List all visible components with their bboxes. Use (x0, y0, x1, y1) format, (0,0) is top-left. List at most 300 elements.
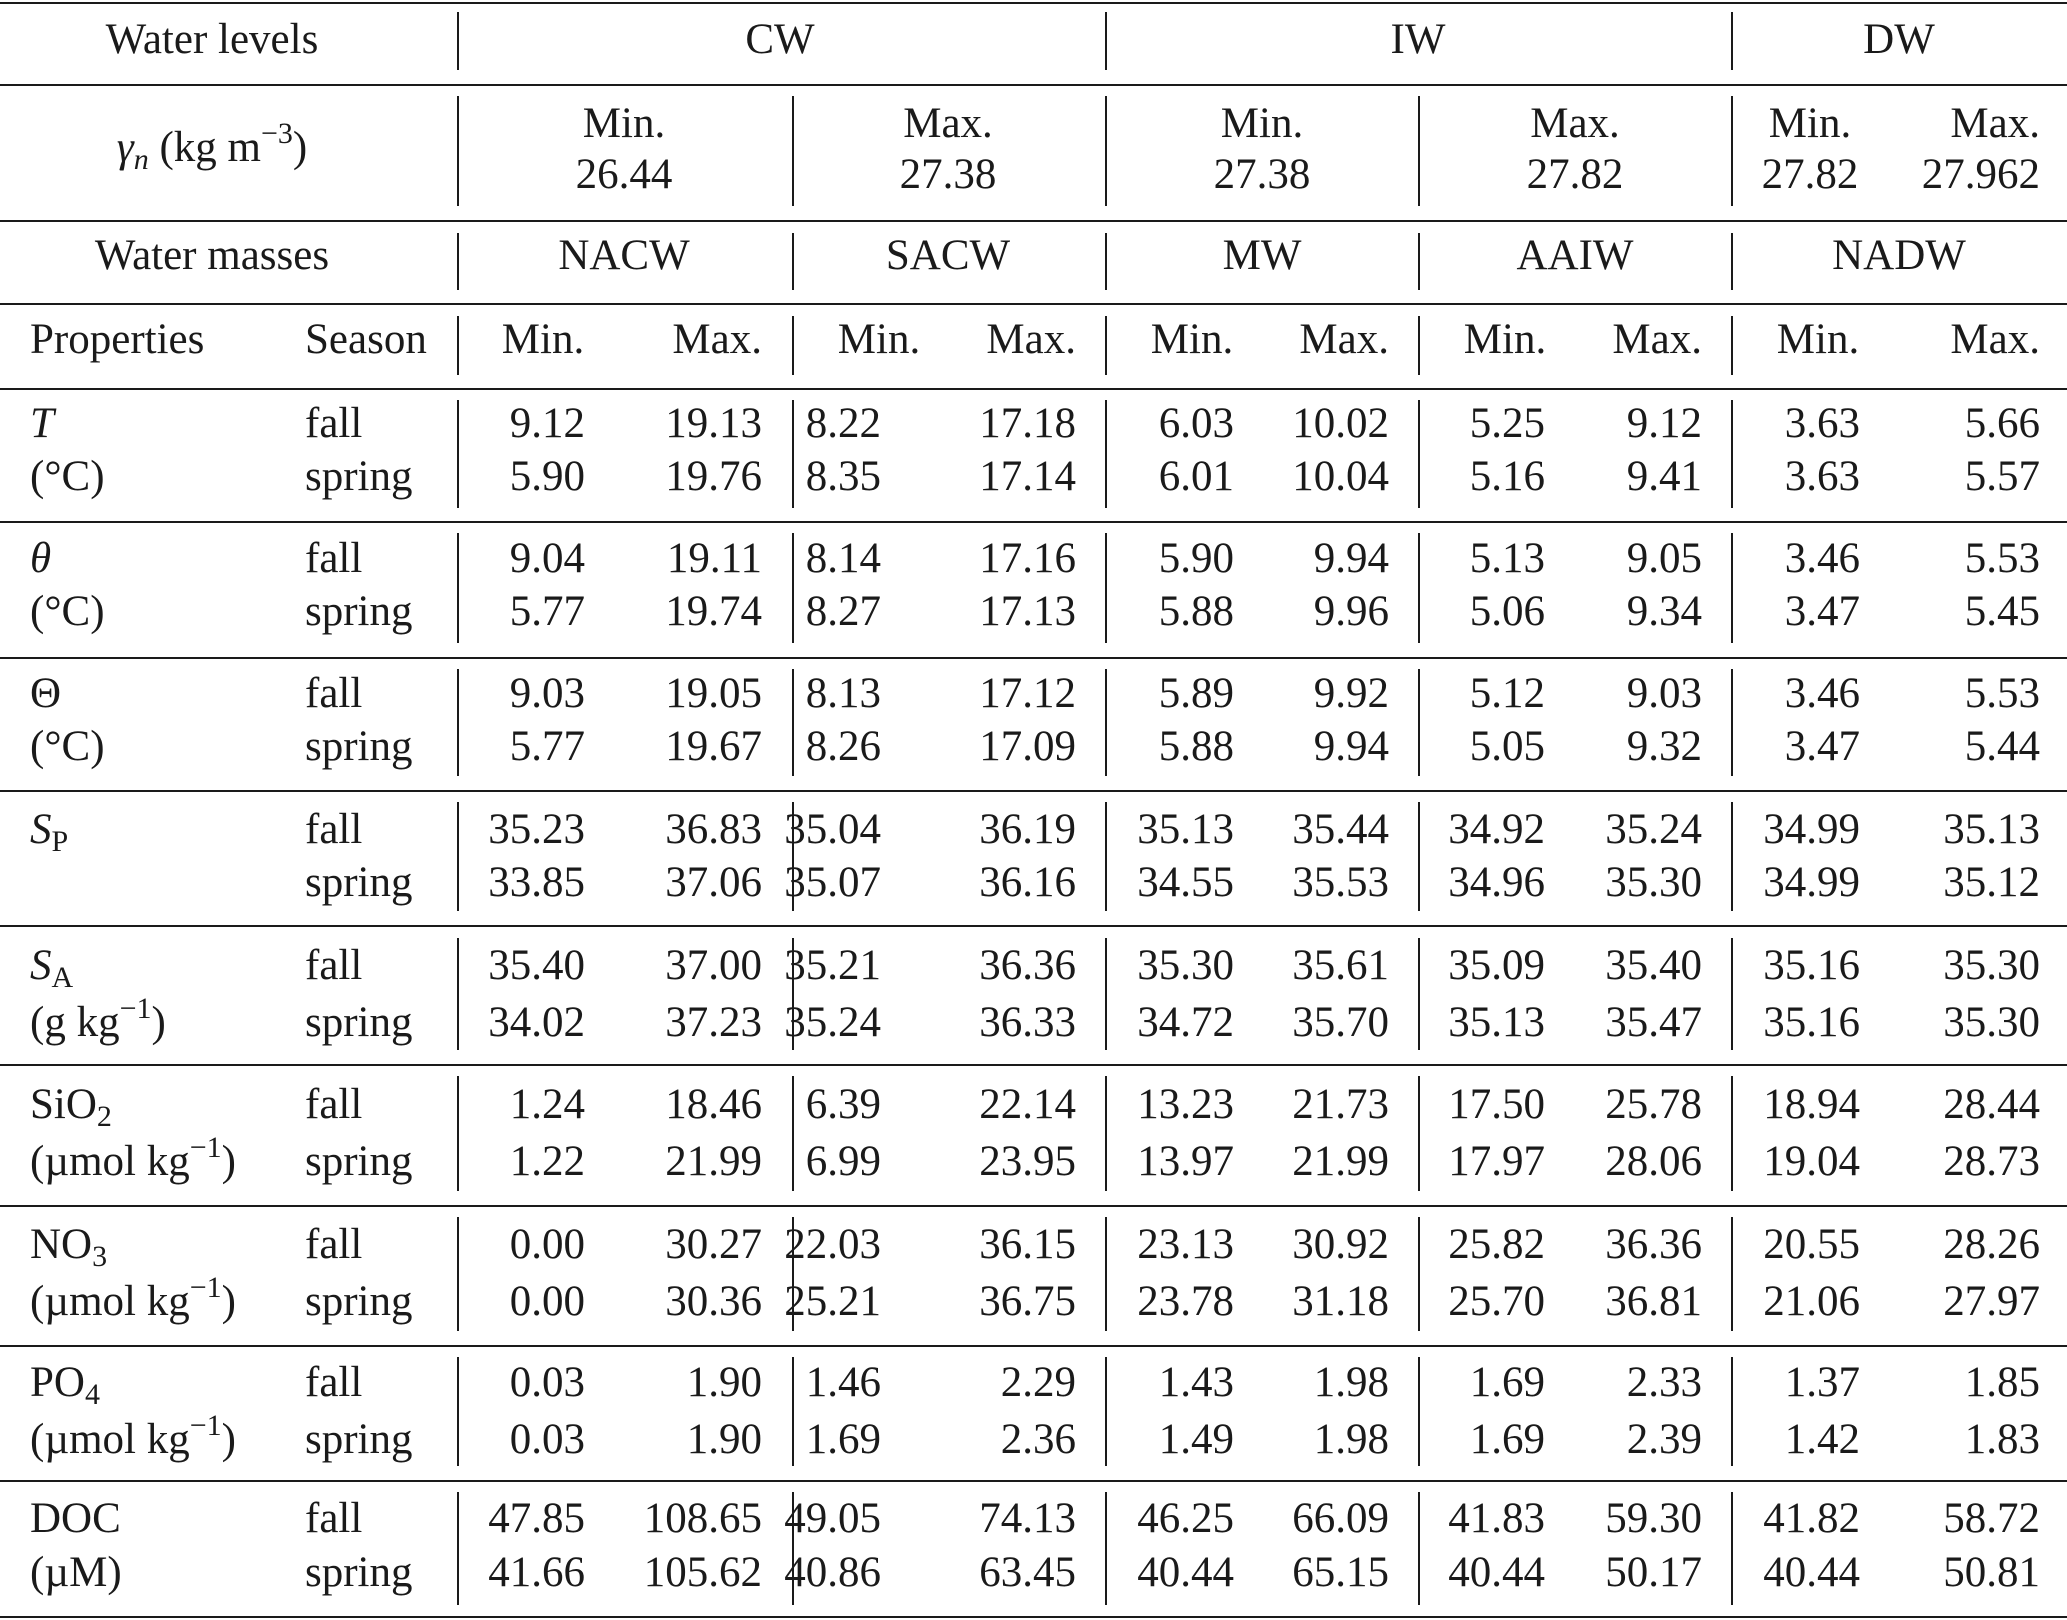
gamma-bound-value (576, 153, 673, 196)
value-cell (1159, 1361, 1234, 1404)
season-fall-text: fall (305, 535, 363, 582)
column-divider (792, 96, 794, 206)
value-cell (665, 455, 762, 498)
value-cell (979, 1223, 1076, 1266)
column-divider (1418, 1492, 1420, 1605)
season-spring (305, 1001, 413, 1044)
value-cell-text: 5.44 (1964, 723, 2040, 770)
value-cell-text: 21.99 (665, 1138, 762, 1185)
value-cell-text: 25.70 (1448, 1278, 1545, 1325)
value-cell (1470, 590, 1545, 633)
value-cell-text: 36.33 (979, 999, 1076, 1046)
max-header-text: Max. (672, 316, 762, 363)
value-cell-text: 35.13 (1448, 999, 1545, 1046)
column-divider (1418, 533, 1420, 643)
value-cell-text: 28.06 (1605, 1138, 1702, 1185)
value-cell (806, 402, 881, 445)
value-cell-text: 0.03 (509, 1359, 585, 1406)
value-cell (979, 944, 1076, 987)
value-cell-text: 6.99 (805, 1138, 881, 1185)
unit-exponent: −1 (189, 1131, 222, 1164)
value-cell (1137, 1140, 1234, 1183)
value-cell (644, 1551, 762, 1594)
table-rule (0, 925, 2067, 927)
min-header-text: Min. (1150, 316, 1234, 363)
season-fall-text: fall (305, 670, 363, 717)
value-cell (665, 808, 762, 851)
value-cell-text: 17.12 (979, 670, 1076, 717)
value-cell (1448, 861, 1545, 904)
value-cell-text: 50.81 (1943, 1549, 2040, 1596)
value-cell (979, 455, 1076, 498)
gamma-bound-value-text: 27.962 (1921, 151, 2040, 198)
value-cell-text: 17.09 (979, 723, 1076, 770)
table-rule (0, 657, 2067, 659)
value-cell-text: 5.53 (1964, 670, 2040, 717)
value-cell (1292, 1223, 1389, 1266)
table-rule (0, 303, 2067, 305)
season-fall-text: fall (305, 1359, 363, 1406)
table-rule (0, 1616, 2067, 1618)
value-cell-text: 1.98 (1313, 1416, 1389, 1463)
table-rule (0, 84, 2067, 86)
column-divider (1105, 233, 1107, 290)
column-divider (1731, 533, 1733, 643)
value-cell (806, 725, 881, 768)
gamma-bound-value-text: 27.82 (1526, 151, 1624, 198)
table-rule (0, 220, 2067, 222)
gamma-bound-value-text: 27.82 (1761, 151, 1859, 198)
property-subscript: 2 (96, 1100, 112, 1133)
value-cell (1159, 455, 1234, 498)
column-divider (1418, 96, 1420, 206)
value-cell (1314, 1418, 1389, 1461)
value-cell-text: 5.88 (1158, 588, 1234, 635)
value-cell (1137, 1497, 1234, 1540)
value-cell-text: 19.04 (1763, 1138, 1860, 1185)
value-cell-text: 23.95 (979, 1138, 1076, 1185)
value-cell-text: 37.00 (665, 942, 762, 989)
value-cell-text: 6.01 (1158, 453, 1234, 500)
value-cell-text: 17.97 (1448, 1138, 1545, 1185)
value-cell-text: 5.05 (1469, 723, 1545, 770)
gamma-bound-label (903, 102, 993, 145)
season-fall (305, 1223, 362, 1266)
value-cell (510, 1083, 585, 1126)
unit-close: ) (151, 999, 166, 1046)
value-cell-text: 5.77 (509, 723, 585, 770)
table-rule (0, 1480, 2067, 1482)
value-cell-text: 35.30 (1943, 999, 2040, 1046)
unit-exponent: −1 (189, 1271, 222, 1304)
season-fall (305, 537, 362, 580)
value-cell (1448, 1497, 1545, 1540)
water-levels-label-text: Water levels (105, 16, 319, 63)
property-name (30, 402, 54, 445)
gamma-unit: (kg m (159, 124, 261, 171)
column-divider (1731, 669, 1733, 776)
value-cell (687, 1361, 762, 1404)
value-cell (1448, 1280, 1545, 1323)
value-cell-text: 35.47 (1605, 999, 1702, 1046)
value-cell (1943, 1083, 2040, 1126)
water-mass-name-text: AAIW (1516, 232, 1634, 279)
season-spring-text: spring (305, 999, 413, 1046)
value-cell-text: 17.13 (979, 588, 1076, 635)
value-cell (979, 672, 1076, 715)
value-cell-text: 18.46 (665, 1081, 762, 1128)
value-cell (1159, 537, 1234, 580)
value-cell-text: 3.47 (1784, 723, 1860, 770)
value-cell (1785, 1361, 1860, 1404)
season-fall (305, 1083, 362, 1126)
value-cell (1314, 672, 1389, 715)
value-cell-text: 30.27 (665, 1221, 762, 1268)
level-cw-text: CW (745, 16, 815, 63)
unit-close: ) (221, 1278, 236, 1325)
value-cell-text: 5.53 (1964, 535, 2040, 582)
value-cell-text: 37.06 (665, 859, 762, 906)
value-cell-text: 5.13 (1469, 535, 1545, 582)
unit-text: (°C) (30, 588, 105, 635)
column-divider (1418, 1076, 1420, 1191)
gamma-bound-label-text: Max. (903, 100, 993, 147)
gamma-bound-label (1769, 102, 1851, 145)
value-cell-text: 21.06 (1763, 1278, 1860, 1325)
value-cell (665, 944, 762, 987)
value-cell-text: 47.85 (488, 1495, 585, 1542)
column-divider (1731, 802, 1733, 911)
value-cell (1137, 944, 1234, 987)
table-rule (0, 521, 2067, 523)
value-cell-text: 5.06 (1469, 588, 1545, 635)
value-cell (1763, 861, 1860, 904)
value-cell-text: 35.61 (1292, 942, 1389, 989)
value-cell-text: 17.14 (979, 453, 1076, 500)
min-header-text: Min. (837, 316, 921, 363)
gamma-subscript: n (133, 143, 149, 176)
value-cell-text: 36.36 (979, 942, 1076, 989)
column-divider (1105, 400, 1107, 508)
value-cell (665, 590, 762, 633)
value-cell-text: 35.16 (1763, 942, 1860, 989)
value-cell (1137, 1280, 1234, 1323)
value-cell (1159, 590, 1234, 633)
value-cell-text: 35.40 (488, 942, 585, 989)
value-cell-text: 36.83 (665, 806, 762, 853)
season-fall (305, 1497, 362, 1540)
value-cell (1965, 1418, 2040, 1461)
value-cell-text: 41.83 (1448, 1495, 1545, 1542)
value-cell (1137, 1551, 1234, 1594)
value-cell-text: 10.02 (1292, 400, 1389, 447)
value-cell-text: 9.04 (509, 535, 585, 582)
season-fall (305, 402, 362, 445)
gamma-bound-value-text: 27.38 (899, 151, 997, 198)
value-cell-text: 17.18 (979, 400, 1076, 447)
value-cell (979, 1551, 1076, 1594)
property-symbol: T (30, 400, 54, 447)
value-cell-text: 108.65 (643, 1495, 762, 1542)
value-cell-text: 5.89 (1158, 670, 1234, 717)
property-unit (30, 1551, 122, 1594)
value-cell-text: 59.30 (1605, 1495, 1702, 1542)
value-cell-text: 65.15 (1292, 1549, 1389, 1596)
value-cell (1292, 1140, 1389, 1183)
unit-text: (°C) (30, 723, 105, 770)
value-cell (979, 402, 1076, 445)
value-cell (1785, 455, 1860, 498)
value-cell-text: 1.90 (686, 1359, 762, 1406)
value-cell-text: 63.45 (979, 1549, 1076, 1596)
value-cell-text: 35.24 (1605, 806, 1702, 853)
value-cell-text: 19.11 (666, 535, 762, 582)
property-name (30, 537, 51, 580)
value-cell (1314, 537, 1389, 580)
value-cell (1763, 1280, 1860, 1323)
property-name (30, 672, 61, 715)
column-divider (792, 316, 794, 375)
column-divider (1418, 1357, 1420, 1466)
value-cell (979, 808, 1076, 851)
season-spring (305, 861, 413, 904)
value-cell-text: 34.99 (1763, 859, 1860, 906)
value-cell (1292, 1497, 1389, 1540)
value-cell (644, 1497, 762, 1540)
value-cell-text: 8.13 (805, 670, 881, 717)
property-name (30, 1359, 100, 1411)
value-cell-text: 0.00 (509, 1278, 585, 1325)
value-cell-text: 10.04 (1292, 453, 1389, 500)
min-header-text: Min. (1776, 316, 1860, 363)
unit-close: ) (221, 1416, 236, 1463)
water-mass-name (886, 234, 1010, 277)
column-divider (1731, 400, 1733, 508)
value-cell-text: 18.94 (1763, 1081, 1860, 1128)
water-mass-name (1516, 234, 1633, 277)
column-divider (457, 1492, 459, 1605)
value-cell (1943, 1140, 2040, 1183)
value-cell (784, 861, 881, 904)
property-symbol: NO (30, 1221, 93, 1268)
value-cell (784, 808, 881, 851)
value-cell (488, 1001, 585, 1044)
gamma-symbol: γ (116, 124, 134, 171)
column-divider (1731, 1357, 1733, 1466)
value-cell (1292, 944, 1389, 987)
value-cell-text: 22.14 (979, 1081, 1076, 1128)
property-unit (30, 1409, 236, 1463)
season-spring (305, 1551, 413, 1594)
value-cell (1159, 1418, 1234, 1461)
value-cell-text: 35.53 (1292, 859, 1389, 906)
gamma-bound-value (900, 153, 997, 196)
value-cell (979, 537, 1076, 580)
unit-text: (µmol kg (30, 1278, 190, 1325)
value-cell-text: 8.22 (805, 400, 881, 447)
value-cell (1605, 1280, 1702, 1323)
value-cell (1763, 1001, 1860, 1044)
value-cell (488, 1551, 585, 1594)
value-cell (806, 1140, 881, 1183)
property-unit (30, 1271, 236, 1325)
value-cell-text: 34.55 (1137, 859, 1234, 906)
value-cell (1470, 455, 1545, 498)
season-spring (305, 725, 413, 768)
value-cell (979, 1140, 1076, 1183)
column-divider (792, 533, 794, 643)
property-name (30, 1497, 121, 1540)
value-cell-text: 9.03 (1626, 670, 1702, 717)
value-cell (1292, 861, 1389, 904)
gamma-bound-label-text: Min. (1768, 100, 1852, 147)
value-cell (1292, 455, 1389, 498)
value-cell-text: 35.21 (784, 942, 881, 989)
column-divider (1105, 669, 1107, 776)
min-header (838, 318, 920, 361)
value-cell (979, 1001, 1076, 1044)
gamma-bound-label-text: Max. (1530, 100, 1620, 147)
max-header-text: Max. (1299, 316, 1389, 363)
value-cell-text: 36.16 (979, 859, 1076, 906)
value-cell (1785, 672, 1860, 715)
value-cell (665, 861, 762, 904)
value-cell-text: 40.44 (1137, 1549, 1234, 1596)
value-cell (784, 1001, 881, 1044)
value-cell-text: 34.02 (488, 999, 585, 1046)
gamma-bound-value (1922, 153, 2040, 196)
season-fall-text: fall (305, 1495, 363, 1542)
value-cell-text: 1.90 (686, 1416, 762, 1463)
value-cell (510, 590, 585, 633)
value-cell (510, 1418, 585, 1461)
value-cell-text: 30.36 (665, 1278, 762, 1325)
property-subscript: 3 (92, 1240, 108, 1273)
gamma-bound-label-text: Min. (1220, 100, 1304, 147)
value-cell-text: 36.15 (979, 1221, 1076, 1268)
value-cell-text: 9.41 (1626, 453, 1702, 500)
column-divider (457, 938, 459, 1050)
season-label (305, 318, 427, 361)
value-cell (1470, 1418, 1545, 1461)
value-cell-text: 105.62 (643, 1549, 762, 1596)
value-cell (665, 1280, 762, 1323)
column-divider (457, 1217, 459, 1331)
value-cell-text: 2.33 (1626, 1359, 1702, 1406)
value-cell (1292, 1001, 1389, 1044)
column-divider (1731, 1217, 1733, 1331)
value-cell (979, 725, 1076, 768)
value-cell-text: 1.42 (1784, 1416, 1860, 1463)
gamma-unit-exponent: −3 (260, 117, 293, 150)
column-divider (1731, 233, 1733, 290)
max-header (672, 318, 762, 361)
value-cell-text: 34.99 (1763, 806, 1860, 853)
properties-label (30, 318, 204, 361)
property-name (30, 806, 69, 858)
property-name (30, 1081, 112, 1133)
value-cell (1001, 1361, 1076, 1404)
property-unit (30, 590, 105, 633)
value-cell (1965, 672, 2040, 715)
season-spring-text: spring (305, 588, 413, 635)
value-cell-text: 31.18 (1292, 1278, 1389, 1325)
water-masses-label-text: Water masses (94, 232, 330, 279)
value-cell (1943, 1001, 2040, 1044)
season-spring (305, 590, 413, 633)
property-subscript: A (51, 961, 74, 994)
value-cell-text: 35.09 (1448, 942, 1545, 989)
value-cell (979, 1497, 1076, 1540)
value-cell (979, 1280, 1076, 1323)
value-cell (665, 1083, 762, 1126)
value-cell (1314, 725, 1389, 768)
value-cell (1627, 725, 1702, 768)
value-cell (1763, 944, 1860, 987)
value-cell (1943, 808, 2040, 851)
value-cell-text: 20.55 (1763, 1221, 1860, 1268)
column-divider (457, 316, 459, 375)
value-cell (1292, 1551, 1389, 1594)
unit-exponent: −1 (189, 1409, 222, 1442)
column-divider (457, 1076, 459, 1191)
value-cell-text: 6.39 (805, 1081, 881, 1128)
value-cell-text: 5.77 (509, 588, 585, 635)
value-cell-text: 3.47 (1784, 588, 1860, 635)
value-cell (510, 537, 585, 580)
property-name (30, 1221, 108, 1273)
value-cell-text: 34.72 (1137, 999, 1234, 1046)
value-cell-text: 9.32 (1626, 723, 1702, 770)
value-cell-text: 23.78 (1137, 1278, 1234, 1325)
value-cell-text: 5.88 (1158, 723, 1234, 770)
gamma-unit-close: ) (292, 124, 308, 171)
value-cell-text: 36.36 (1605, 1221, 1702, 1268)
value-cell (1292, 402, 1389, 445)
value-cell-text: 27.97 (1943, 1278, 2040, 1325)
value-cell (1965, 1361, 2040, 1404)
value-cell-text: 5.45 (1964, 588, 2040, 635)
value-cell (1448, 1001, 1545, 1044)
value-cell (665, 1140, 762, 1183)
column-divider (792, 669, 794, 776)
value-cell-text: 40.44 (1763, 1549, 1860, 1596)
value-cell-text: 25.78 (1605, 1081, 1702, 1128)
season-fall (305, 944, 362, 987)
value-cell-text: 3.63 (1784, 453, 1860, 500)
property-symbol: PO (30, 1359, 85, 1406)
value-cell (1627, 537, 1702, 580)
value-cell-text: 5.16 (1469, 453, 1545, 500)
value-cell-text: 35.30 (1943, 942, 2040, 989)
value-cell (488, 808, 585, 851)
value-cell (1763, 1551, 1860, 1594)
value-cell-text: 19.05 (665, 670, 762, 717)
water-levels-label (106, 18, 319, 61)
column-divider (1731, 1492, 1733, 1605)
value-cell (510, 402, 585, 445)
value-cell (1627, 672, 1702, 715)
min-header (1464, 318, 1546, 361)
property-subscript: 4 (84, 1378, 100, 1411)
value-cell (1965, 402, 2040, 445)
value-cell-text: 1.49 (1158, 1416, 1234, 1463)
value-cell-text: 5.25 (1469, 400, 1545, 447)
value-cell-text: 35.13 (1943, 806, 2040, 853)
value-cell (510, 672, 585, 715)
value-cell-text: 9.05 (1626, 535, 1702, 582)
value-cell-text: 2.39 (1626, 1416, 1702, 1463)
